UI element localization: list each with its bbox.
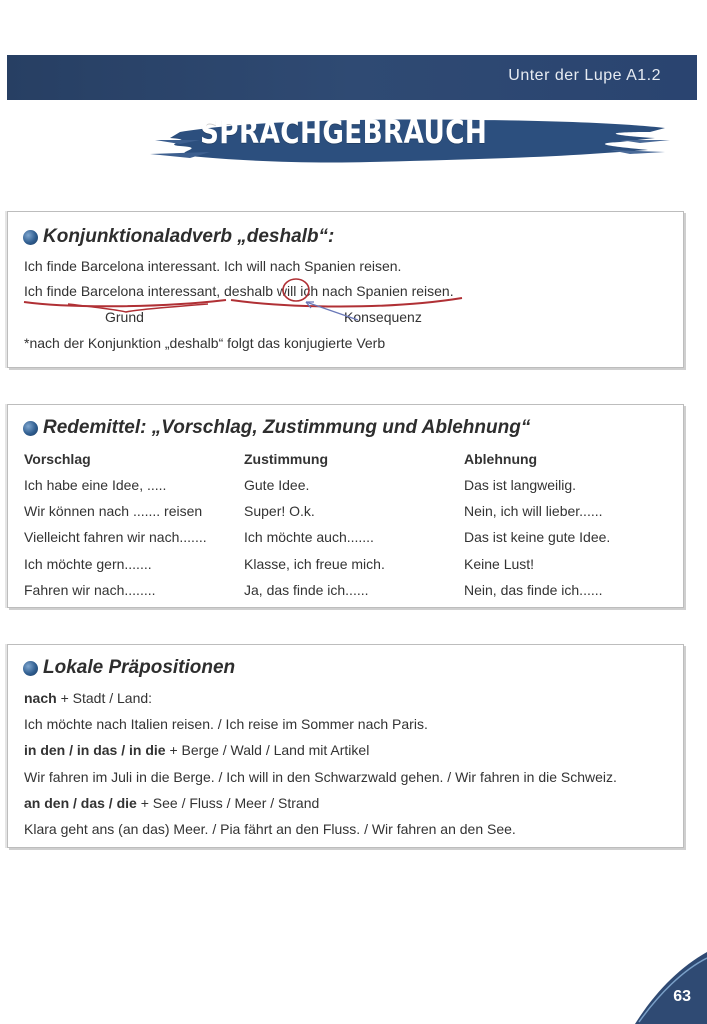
underline-konsequenz <box>231 298 462 307</box>
list-item: Ich möchte gern....... <box>24 556 152 572</box>
page-number: 63 <box>673 988 691 1005</box>
arrow-head <box>306 302 314 308</box>
label-grund: Grund <box>105 309 144 325</box>
column-header-vorschlag: Vorschlag <box>24 451 91 467</box>
bullet-icon <box>23 421 38 436</box>
list-item: Wir können nach ....... reisen <box>24 503 203 519</box>
grammar-note: *nach der Konjunktion „deshalb“ folgt das konjugierte Verb <box>24 335 386 351</box>
rule-text: + Stadt / Land: <box>56 690 153 706</box>
example-sentence-joined: Ich finde Barcelona interessant, deshalb will ich nach Spanien reisen. <box>24 283 454 299</box>
page-title: SPRACHGEBRAUCH <box>200 113 488 151</box>
rule-keyword: nach <box>24 690 57 706</box>
section-title: Redemittel: „Vorschlag, Zustimmung und Ablehnung“ <box>43 417 531 438</box>
list-item: Vielleicht fahren wir nach....... <box>24 529 207 545</box>
label-konsequenz: Konsequenz <box>344 309 422 325</box>
example-sentence-separate: Ich finde Barcelona interessant. Ich will nach Spanien reisen. <box>24 258 402 274</box>
list-item: Das ist langweilig. <box>464 477 577 493</box>
example-in: Wir fahren im Juli in die Berge. / Ich will in den Schwarzwald gehen. / Wir fahren in die Schweiz. <box>24 769 617 785</box>
section-heading <box>23 417 530 439</box>
section-heading <box>23 226 334 248</box>
rule-in <box>24 742 369 758</box>
section-title: Konjunktionaladverb „deshalb“: <box>43 226 335 247</box>
example-nach: Ich möchte nach Italien reisen. / Ich reise im Sommer nach Paris. <box>24 716 428 732</box>
list-item: Klasse, ich freue mich. <box>244 556 385 572</box>
section-lokale-praepositionen <box>7 644 684 848</box>
rule-text: + Berge / Wald / Land mit Artikel <box>165 742 370 758</box>
section-konjunktionaladverb <box>7 211 684 368</box>
list-item: Ich habe eine Idee, ..... <box>24 477 167 493</box>
list-item: Nein, das finde ich...... <box>464 582 603 598</box>
list-item: Das ist keine gute Idee. <box>464 529 611 545</box>
list-item: Gute Idee. <box>244 477 310 493</box>
rule-keyword: an den / das / die <box>24 795 137 811</box>
rule-nach <box>24 690 152 706</box>
underline-grund <box>24 300 226 306</box>
series-title: Unter der Lupe A1.2 <box>508 67 661 84</box>
page-corner-decoration <box>635 952 707 1024</box>
column-header-ablehnung: Ablehnung <box>464 451 538 467</box>
list-item: Ich möchte auch....... <box>244 529 374 545</box>
bullet-icon <box>23 230 38 245</box>
section-title: Lokale Präpositionen <box>43 657 236 678</box>
list-item: Super! O.k. <box>244 503 315 519</box>
column-header-zustimmung: Zustimmung <box>244 451 328 467</box>
list-item: Fahren wir nach........ <box>24 582 156 598</box>
bullet-icon <box>23 661 38 676</box>
list-item: Nein, ich will lieber...... <box>464 503 603 519</box>
list-item: Ja, das finde ich...... <box>244 582 369 598</box>
rule-keyword: in den / in das / in die <box>24 742 166 758</box>
rule-an <box>24 795 319 811</box>
section-heading <box>23 657 235 679</box>
section-redemittel <box>7 404 684 608</box>
rule-text: + See / Fluss / Meer / Strand <box>136 795 320 811</box>
list-item: Keine Lust! <box>464 556 535 572</box>
example-an: Klara geht ans (an das) Meer. / Pia fährt an den Fluss. / Wir fahren an den See. <box>24 821 516 837</box>
header-bar <box>7 55 697 100</box>
